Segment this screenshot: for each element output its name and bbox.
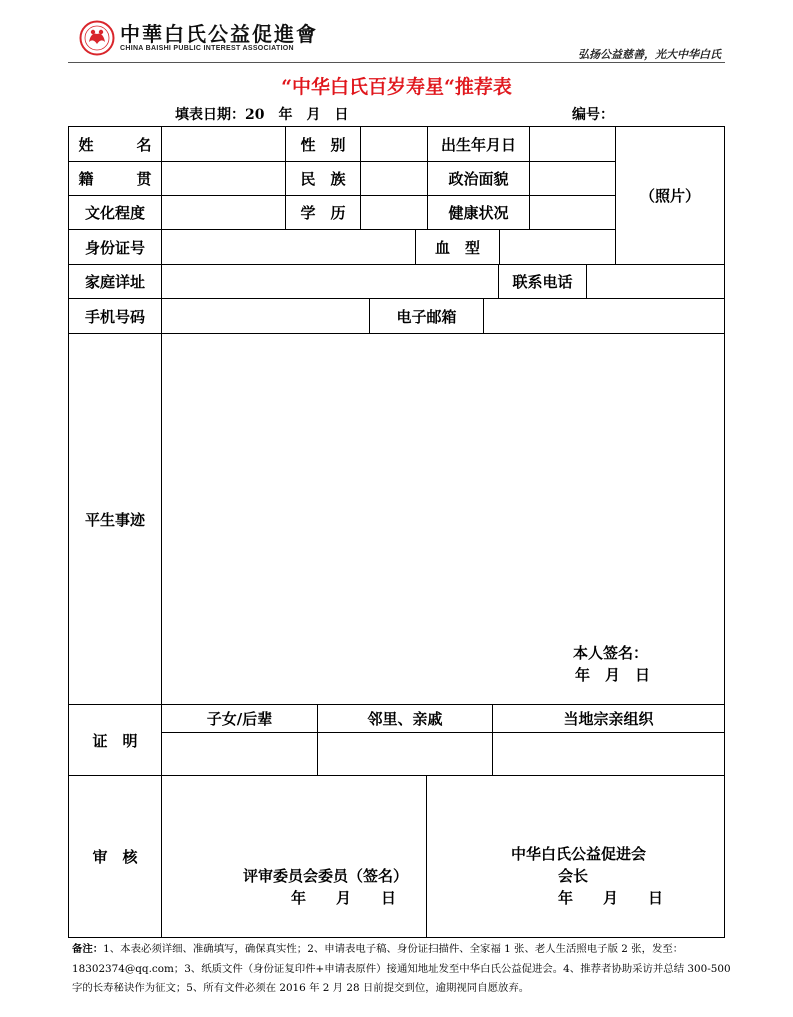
- ethnicity-label: 民 族: [286, 162, 361, 196]
- contact-phone-label: 联系电话: [499, 265, 587, 299]
- proof-clan-field[interactable]: [493, 733, 724, 776]
- org-name-en: CHINA BAISHI PUBLIC INTEREST ASSOCIATION: [120, 45, 294, 52]
- birth-field[interactable]: [530, 127, 616, 162]
- proof-neighbors-field[interactable]: [318, 733, 493, 776]
- blood-type-label: 血 型: [416, 230, 500, 265]
- letterhead: [0, 0, 793, 70]
- mobile-field[interactable]: [162, 299, 370, 334]
- contact-phone-field[interactable]: [587, 265, 724, 299]
- education-level-label: 文化程度: [69, 196, 162, 230]
- baishi-association-logo-icon: [77, 20, 117, 56]
- self-signature-label: 本人签名：: [573, 644, 649, 662]
- health-status-label: 健康状况: [428, 196, 530, 230]
- degree-field[interactable]: [361, 196, 428, 230]
- recommendation-form: [68, 126, 725, 938]
- remarks: [72, 940, 732, 999]
- review-label: 审 核: [69, 776, 162, 937]
- association-name: 中华白氏公益促进会: [511, 845, 647, 863]
- committee-signature-block: [243, 865, 408, 909]
- email-field[interactable]: [484, 299, 724, 334]
- life-story-label: 平生事迹: [69, 334, 162, 705]
- home-address-label: 家庭详址: [69, 265, 162, 299]
- degree-label: 学 历: [286, 196, 361, 230]
- org-name: 中華白氏公益促進會: [120, 22, 318, 46]
- name-label: 姓 名: [69, 127, 162, 162]
- remarks-text: 1、本表必须详细、准确填写，确保真实性；2、申请表电子稿、身份证扫描件、全家福 1 张、老人生活照电子版 2 张，发至：18302374@qq.com；3、纸质文件（身份证复印件+申请表原件）接通知地址发至中华白氏公益促进会。4、推荐者协助采访并总结 300-500 字的长寿秘诀作为征文；5、所有文件必须在 2016 年 2 月 28 日前提交到位，逾期视同自愿放弃。: [72, 943, 731, 994]
- president-label: 会长: [558, 867, 589, 885]
- association-signature-date: 年 月 日: [558, 889, 664, 907]
- gender-field[interactable]: [361, 127, 428, 162]
- fill-date-label: 填表日期：20 年 月 日: [175, 107, 349, 123]
- proof-neighbors-header: 邻里、亲戚: [318, 705, 493, 733]
- mobile-label: 手机号码: [69, 299, 162, 334]
- email-label: 电子邮箱: [370, 299, 484, 334]
- proof-clan-header: 当地宗亲组织: [493, 705, 724, 733]
- political-status-field[interactable]: [530, 162, 616, 196]
- name-field[interactable]: [162, 127, 286, 162]
- blood-type-field[interactable]: [500, 230, 616, 265]
- health-status-field[interactable]: [530, 196, 616, 230]
- native-place-field[interactable]: [162, 162, 286, 196]
- slogan: 弘扬公益慈善，光大中华白氏: [578, 48, 721, 61]
- header-divider: [68, 62, 725, 63]
- self-signature-date: 年 月 日: [575, 666, 651, 684]
- home-address-field[interactable]: [162, 265, 499, 299]
- birth-label: 出生年月日: [428, 127, 530, 162]
- id-number-field[interactable]: [162, 230, 416, 265]
- gender-label: 性 别: [286, 127, 361, 162]
- ethnicity-field[interactable]: [361, 162, 428, 196]
- remarks-label: 备注：: [72, 943, 104, 955]
- committee-review-field[interactable]: [162, 776, 427, 937]
- photo-box[interactable]: （照片）: [616, 127, 724, 265]
- self-signature-block: [573, 642, 650, 686]
- proof-label: 证 明: [69, 705, 162, 776]
- committee-signature-label: 评审委员会委员（签名）: [243, 867, 409, 885]
- association-signature-block: [511, 843, 663, 909]
- education-level-field[interactable]: [162, 196, 286, 230]
- proof-children-header: 子女/后辈: [162, 705, 318, 733]
- form-title: “中华白氏百岁寿星“推荐表: [281, 76, 512, 98]
- committee-signature-date: 年 月 日: [291, 889, 397, 907]
- proof-children-field[interactable]: [162, 733, 318, 776]
- native-place-label: 籍 贯: [69, 162, 162, 196]
- number-label: 编号：: [572, 107, 614, 123]
- political-status-label: 政治面貌: [428, 162, 530, 196]
- id-number-label: 身份证号: [69, 230, 162, 265]
